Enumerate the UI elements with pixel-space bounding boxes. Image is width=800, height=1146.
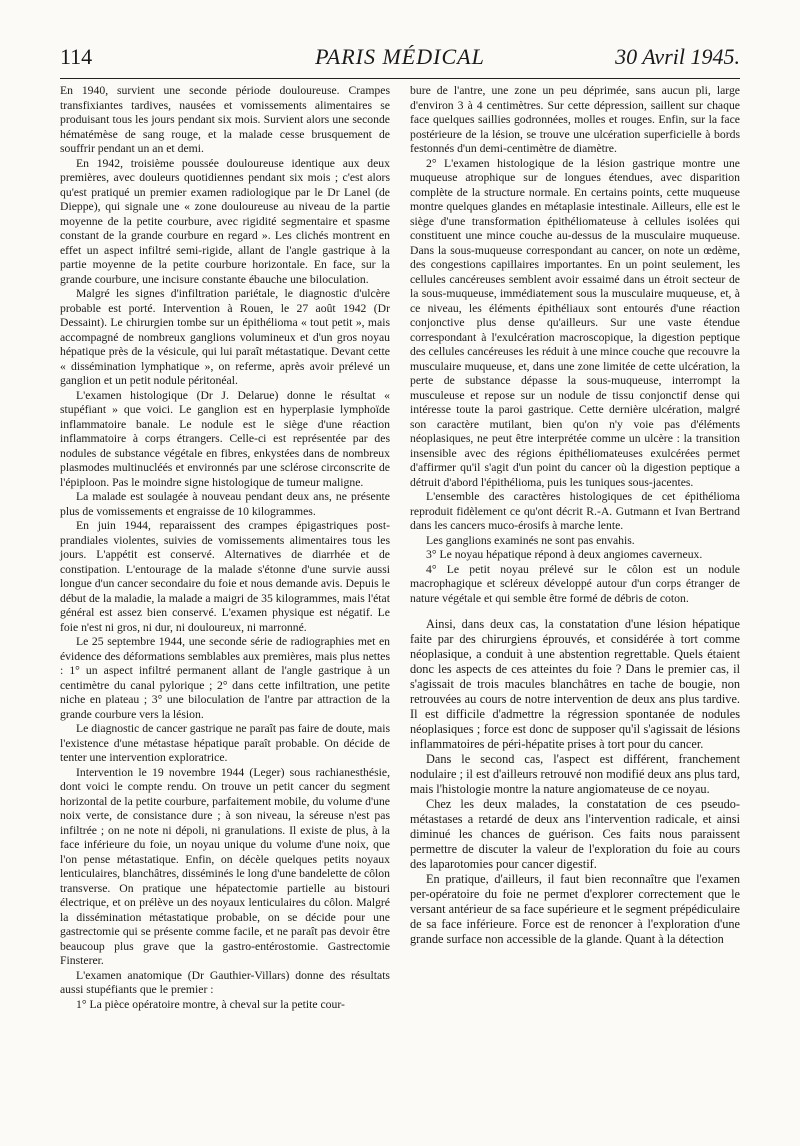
paragraph: Le 25 septembre 1944, une seconde série de radiographies met en évidence des déformations semblables aux premières, mais plus nettes : 1° un aspect infiltré permanent allant de l'angle gastrique à un centimètre du canal pylorique ; 2° dans cette infiltration, une petite niche en plateau ; 3° une biloculation de l'antre par attraction de la grande courbure vers la lésion. <box>60 635 390 721</box>
page-header <box>60 44 740 76</box>
paragraph: L'examen histologique (Dr J. Delarue) donne le résultat « stupéfiant » que voici. Le ganglion est en hyperplasie lymphoïde inflammatoire banale. Le nodule est le siège d'une réaction inflammatoire à corps étrangers. Celle-ci est représentée par des nodules de substance végétale en fibres, enkystées dans de nombreux plasmodes multinucléés et environnés par une sclérose circonscrite de l'épiploon. Pas le moindre signe histologique de tumeur maligne. <box>60 388 390 489</box>
header-rule <box>60 78 740 79</box>
paragraph: L'examen anatomique (Dr Gauthier-Villars) donne des résultats aussi stupéfiants que le premier : <box>60 968 390 996</box>
paragraph: Le diagnostic de cancer gastrique ne paraît pas faire de doute, mais l'existence d'une métastase hépatique paraît probable. On décide de tenter une intervention exploratrice. <box>60 722 390 764</box>
paragraph: En pratique, d'ailleurs, il faut bien reconnaître que l'examen per-opératoire du foie ne permet d'explorer correctement que le versant antérieur de sa face supérieure et le segment prépédiculaire de sa face inférieure. Force est de renoncer à l'exploration d'une grande surface non accessible de la glande. Quant à la détection <box>410 872 740 946</box>
paragraph: En 1942, troisième poussée douloureuse identique aux deux premières, avec douleurs quotidiennes pendant six mois ; c'est alors qu'est pratiqué un premier examen radiologique par le Dr Lanel (de Dieppe), qui signale une « zone douloureuse au niveau de la partie moyenne de la petite courbure, avec rigidité segmentaire et spasme constant de la grande courbure en regard ». Les clichés montrent en effet un aspect infiltré semi-rigide, allant de l'angle gastrique à la partie moyenne de la petite courbure horizontale. En face, sur la grande courbure, une incisure constante ébauche une biloculation. <box>60 156 390 286</box>
paragraph: La malade est soulagée à nouveau pendant deux ans, ne présente plus de vomissements et engraisse de 10 kilogrammes. <box>60 490 390 518</box>
paragraph: Ainsi, dans deux cas, la constatation d'une lésion hépatique faite par des chirurgiens éprouvés, et considérée à tort comme néoplasique, a conduit à une abstention regrettable. Quels étaient donc les aspects de ces atteintes du foie ? Dans le premier cas, il s'agissait de trois macules blanchâtres en tache de bougie, non retrouvées au cours de notre intervention de deux ans plus tardive. Il est difficile d'admettre la régression spontanée de nodules néoplasiques ; force est donc de supposer qu'il s'agissait de lésions inflammatoires de péri-hépatite prises à tort pour du cancer. <box>410 617 740 751</box>
paragraph: En 1940, survient une seconde période douloureuse. Crampes transfixiantes tardives, nausées et vomissements alimentaires se produisant tous les jours pendant six mois. Survient alors une seconde hématémèse de sang rouge, et la malade cesse brusquement de souffrir pendant un an et demi. <box>60 84 390 155</box>
paragraph: Malgré les signes d'infiltration pariétale, le diagnostic d'ulcère probable est porté. Intervention à Rouen, le 27 août 1942 (Dr Dessaint). Le chirurgien tombe sur un épithélioma « tout petit », mais accompagné de nombreux ganglions volumineux et d'un gros noyau hépatique près de la vésicule, qui lui paraît métastatique. Devant cette « dissémination lymphatique », on referme, après avoir prélevé un ganglion et un petit nodule péritonéal. <box>60 287 390 387</box>
paragraph: 4° Le petit noyau prélevé sur le côlon est un nodule macrophagique et scléreux développé autour d'un corps étranger de nature végétale et qui semble être formé de débris de coton. <box>410 562 740 605</box>
paragraph: Chez les deux malades, la constatation de ces pseudo-métastases a retardé de deux ans l'intervention radicale, et ainsi diminué les chances de guérison. Ces faits nous paraissent permettre de discuter la valeur de l'exploration du foie au cours des laparotomies pour cancer digestif. <box>410 797 740 871</box>
paragraph: En juin 1944, reparaissent des crampes épigastriques post-prandiales violentes, suivies de vomissements alimentaires tous les jours. L'appétit est conservé. Alternatives de diarrhée et de constipation. L'entourage de la malade s'étonne d'une survie aussi longue d'un cancer secondaire du foie et nous demande avis. Depuis le début de la maladie, la malade a maigri de 35 kilogrammes, mais l'état général est assez bien conservé. L'examen physique est négatif. Le foie n'est ni gros, ni dur, ni douloureux, ni marronné. <box>60 519 390 634</box>
journal-title: PARIS MÉDICAL <box>315 44 485 69</box>
paragraph: L'ensemble des caractères histologiques de cet épithélioma reproduit fidèlement ce qu'ont décrit R.-A. Gutmann et Ivan Bertrand dans les cancers muco-érosifs à marche lente. <box>410 490 740 532</box>
issue-date: 30 Avril 1945. <box>615 44 740 69</box>
page-number: 114 <box>60 44 93 69</box>
paragraph: Les ganglions examinés ne sont pas envahis. <box>426 533 635 547</box>
paragraph: Intervention le 19 novembre 1944 (Leger) sous rachianesthésie, dont voici le compte rendu. On trouve un petit cancer du segment horizontal de la petite courbure, parfaitement mobile, du volume d'une noix verte, de consistance dure ; à son niveau, la séreuse n'est pas infiltrée ; on ne note ni dépoli, ni granulations. Il existe de plus, à la face inférieure du foie, un noyau unique du volume d'une noix, que l'on pense métastatique. Enfin, on décèle quelques petits noyaux lenticulaires, blanchâtres, disséminés le long d'une bandelette de côlon transverse. On pratique une hépatectomie partielle au bistouri électrique, et on prélève un des noyaux lenticulaires du côlon. Malgré la dissémination métastatique probable, on se décide pour une gastrectomie qui se présente comme facile, et ne paraît pas devoir être beaucoup plus grave que la gastro-entérostomie. Gastrectomie Finsterer. <box>60 765 390 967</box>
paragraph: bure de l'antre, une zone un peu déprimée, sans aucun pli, large d'environ 3 à 4 centimètres. Sur cette dépression, saillent sur chaque face quelques saillies godronnées, molles et rouges. Enfin, sur la face postérieure de la lésion, se trouve une ulcération superficielle à bords festonnés d'un demi-centimètre de diamètre. <box>410 84 740 155</box>
paragraph: 1° La pièce opératoire montre, à cheval sur la petite cour- <box>76 997 345 1011</box>
left-column <box>60 84 390 1012</box>
paragraph: 3° Le noyau hépatique répond à deux angiomes caverneux. <box>426 548 703 561</box>
right-column <box>410 84 740 947</box>
paragraph: Dans le second cas, l'aspect est différent, franchement nodulaire ; il est d'ailleurs retrouvé non modifié deux ans plus tard, mais l'histologie montre la nature angiomateuse de ce noyau. <box>410 752 740 796</box>
paragraph: 2° L'examen histologique de la lésion gastrique montre une muqueuse atrophique sur de longues étendues, avec disparition complète de la structure normale. En certains points, cette muqueuse montre quelques glandes en métaplasie intestinale. Ailleurs, elle est le siège d'une transformation épithéliomateuse à cellules isolées qui constituent une mince couche au-dessus de la musculaire muqueuse. Dans la sous-muqueuse correspondant au cancer, on note un œdème, des congestions capillaires importantes. En un point seulement, les cellules cancéreuses semblent avoir essaimé dans un étroit secteur de la sous-muqueuse, immédiatement sous la musculaire muqueuse, et, à ce niveau, les éléments épithéliaux sont entourés d'une réaction conjonctive plus dense qu'ailleurs. Sur une vaste étendue correspondant à l'exulcération macroscopique, la digestion peptique des cellules cancéreuses les réduit à une mince couche que recouvre la musculaire muqueuse, et, dans une zone limitée de cette ulcération, la perte de substance dépasse la sous-muqueuse, interrompt la musculeuse et repose sur un nodule de tissu conjonctif dense qui intéresse toute la paroi gastrique. Cette dernière ulcération, malgré son caractère mutilant, bien qu'on n'y voie pas d'éléments néoplasiques, ne peut être interprétée comme un ulcère : la transition insensible avec des régions épithéliomateuses exulcérées permet d'affirmer qu'il s'agit d'un point du cancer où la digestion peptique a détruit d'abord l'épithélioma, puis les tuniques sous-jacentes. <box>410 156 740 489</box>
